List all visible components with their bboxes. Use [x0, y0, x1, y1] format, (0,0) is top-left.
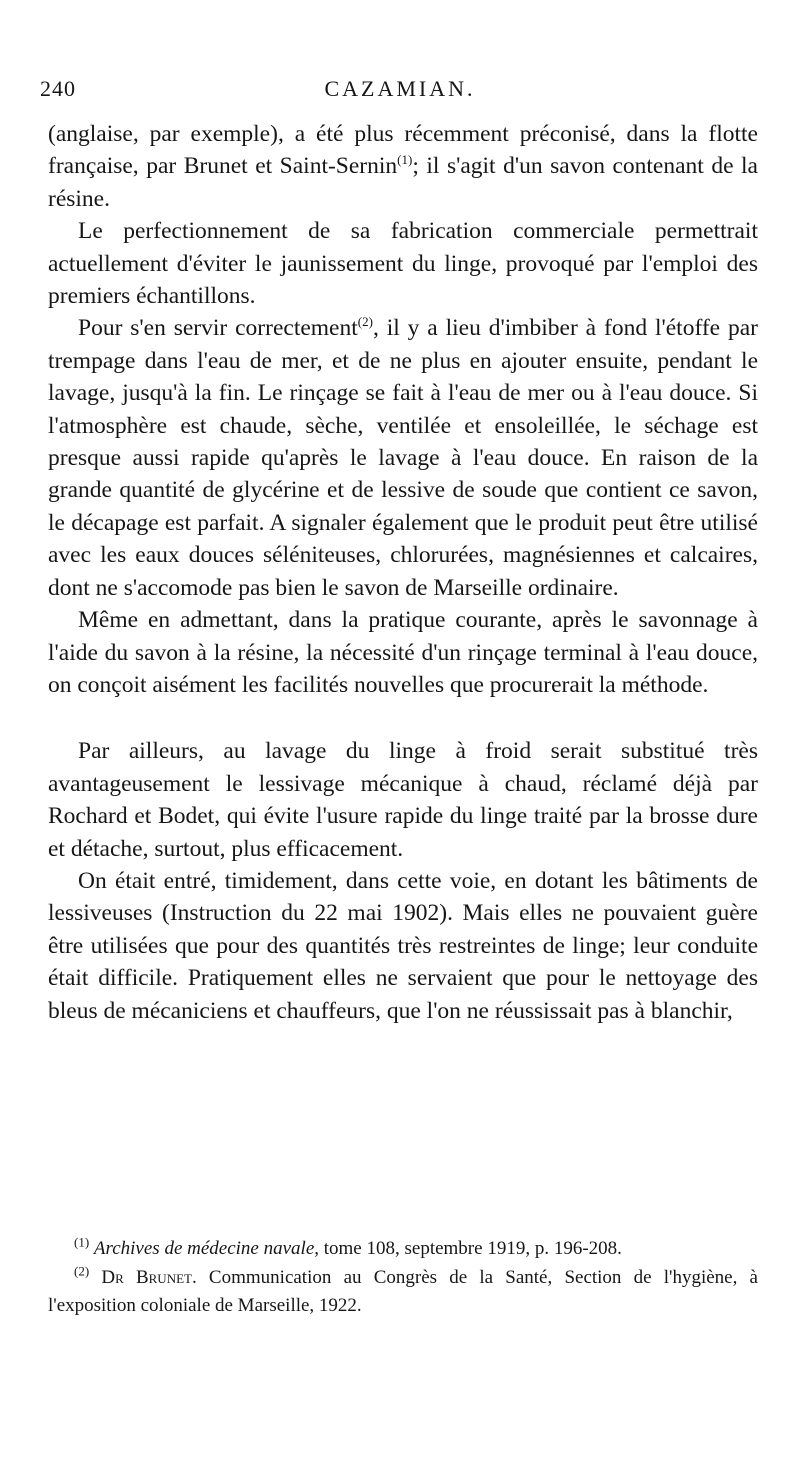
paragraph-1-text-b: ; il s'agit d'un savon contenant de la résine. [48, 153, 758, 212]
footnotes [48, 1235, 758, 1321]
footnote-1-text: tome 108, septembre 1919, p. 196-208. [319, 1238, 622, 1259]
page-number: 240 [40, 76, 76, 101]
paragraph-1 [48, 118, 758, 215]
footnote-1 [48, 1235, 758, 1264]
page-header [40, 76, 760, 106]
paragraph-4: Même en admettant, dans la pratique courante, après le savonnage à l'aide du savon à la résine, la nécessité d'un rinçage terminal à l'eau douce, on conçoit aisément les facilités nouvelles que procurerait la méthode. [48, 607, 758, 698]
footnote-1-mark: (1) [74, 1234, 90, 1250]
paragraph-3 [48, 312, 758, 604]
paragraph-3-text-a: Pour s'en servir correctement [78, 315, 358, 342]
paragraph-2: Le perfectionnement de sa fabrication commerciale permettrait actuellement d'éviter le jaunissement du linge, provoqué par l'emploi des premiers échantillons. [48, 218, 758, 310]
footnote-2-mark: (2) [74, 1263, 90, 1279]
body-text [48, 118, 758, 1027]
footnote-ref-1: (1) [397, 152, 413, 168]
paragraph-3-text-b: , il y a lieu d'imbiber à fond l'étoffe par trempage dans l'eau de mer, et de ne plus en ajouter ensuite, pendant le lavage, jusqu'à la fin. Le rinçage se fait à l'eau de mer ou à l'eau douce. Si l'atmosphère est chaude, sèche, ventilée et ensoleillée, le séchage est presque aussi rapide qu'après le lavage à l'eau douce. En raison de la grande quantité de glycérine et de lessive de soude que contient ce savon, le décapage est parfait. A signaler également que le produit peut être utilisé avec les eaux douces séléniteuses, chlorurées, magnésiennes et calcaires, dont ne s'accomode pas bien le savon de Marseille ordinaire. [48, 315, 758, 601]
footnote-1-title: Archives de médecine navale, [93, 1238, 319, 1259]
paragraph-5: Par ailleurs, au lavage du linge à froid serait substitué très avantageusement le lessivage mécanique à chaud, réclamé déjà par Rochard et Bodet, qui évite l'usure rapide du linge traité par la brosse dure et détache, surtout, plus efficacement. [48, 738, 758, 862]
footnote-ref-2: (2) [357, 314, 373, 330]
running-head: CAZAMIAN. [324, 76, 476, 101]
footnote-2-text: Communication au Congrès de la Santé, Section de l'hygiène, à l'exposition coloniale de Marseille, 1922. [48, 1266, 758, 1316]
footnote-2-author: Dr Brunet. [101, 1266, 197, 1288]
paragraph-1-text-a: (anglaise, par exemple), a été plus récemment préconisé, dans la flotte française, par Brunet et Saint-Sernin [48, 121, 758, 180]
paragraph-6: On était entré, timidement, dans cette voie, en dotant les bâtiments de lessiveuses (Instruction du 22 mai 1902). Mais elles ne pouvaient guère être utilisées que pour des quantités très restreintes de linge; leur conduite était difficile. Pratiquement elles ne servaient que pour le nettoyage des bleus de mécaniciens et chauffeurs, que l'on ne réussissait pas à blanchir, [48, 867, 758, 1024]
footnote-2 [48, 1264, 758, 1321]
